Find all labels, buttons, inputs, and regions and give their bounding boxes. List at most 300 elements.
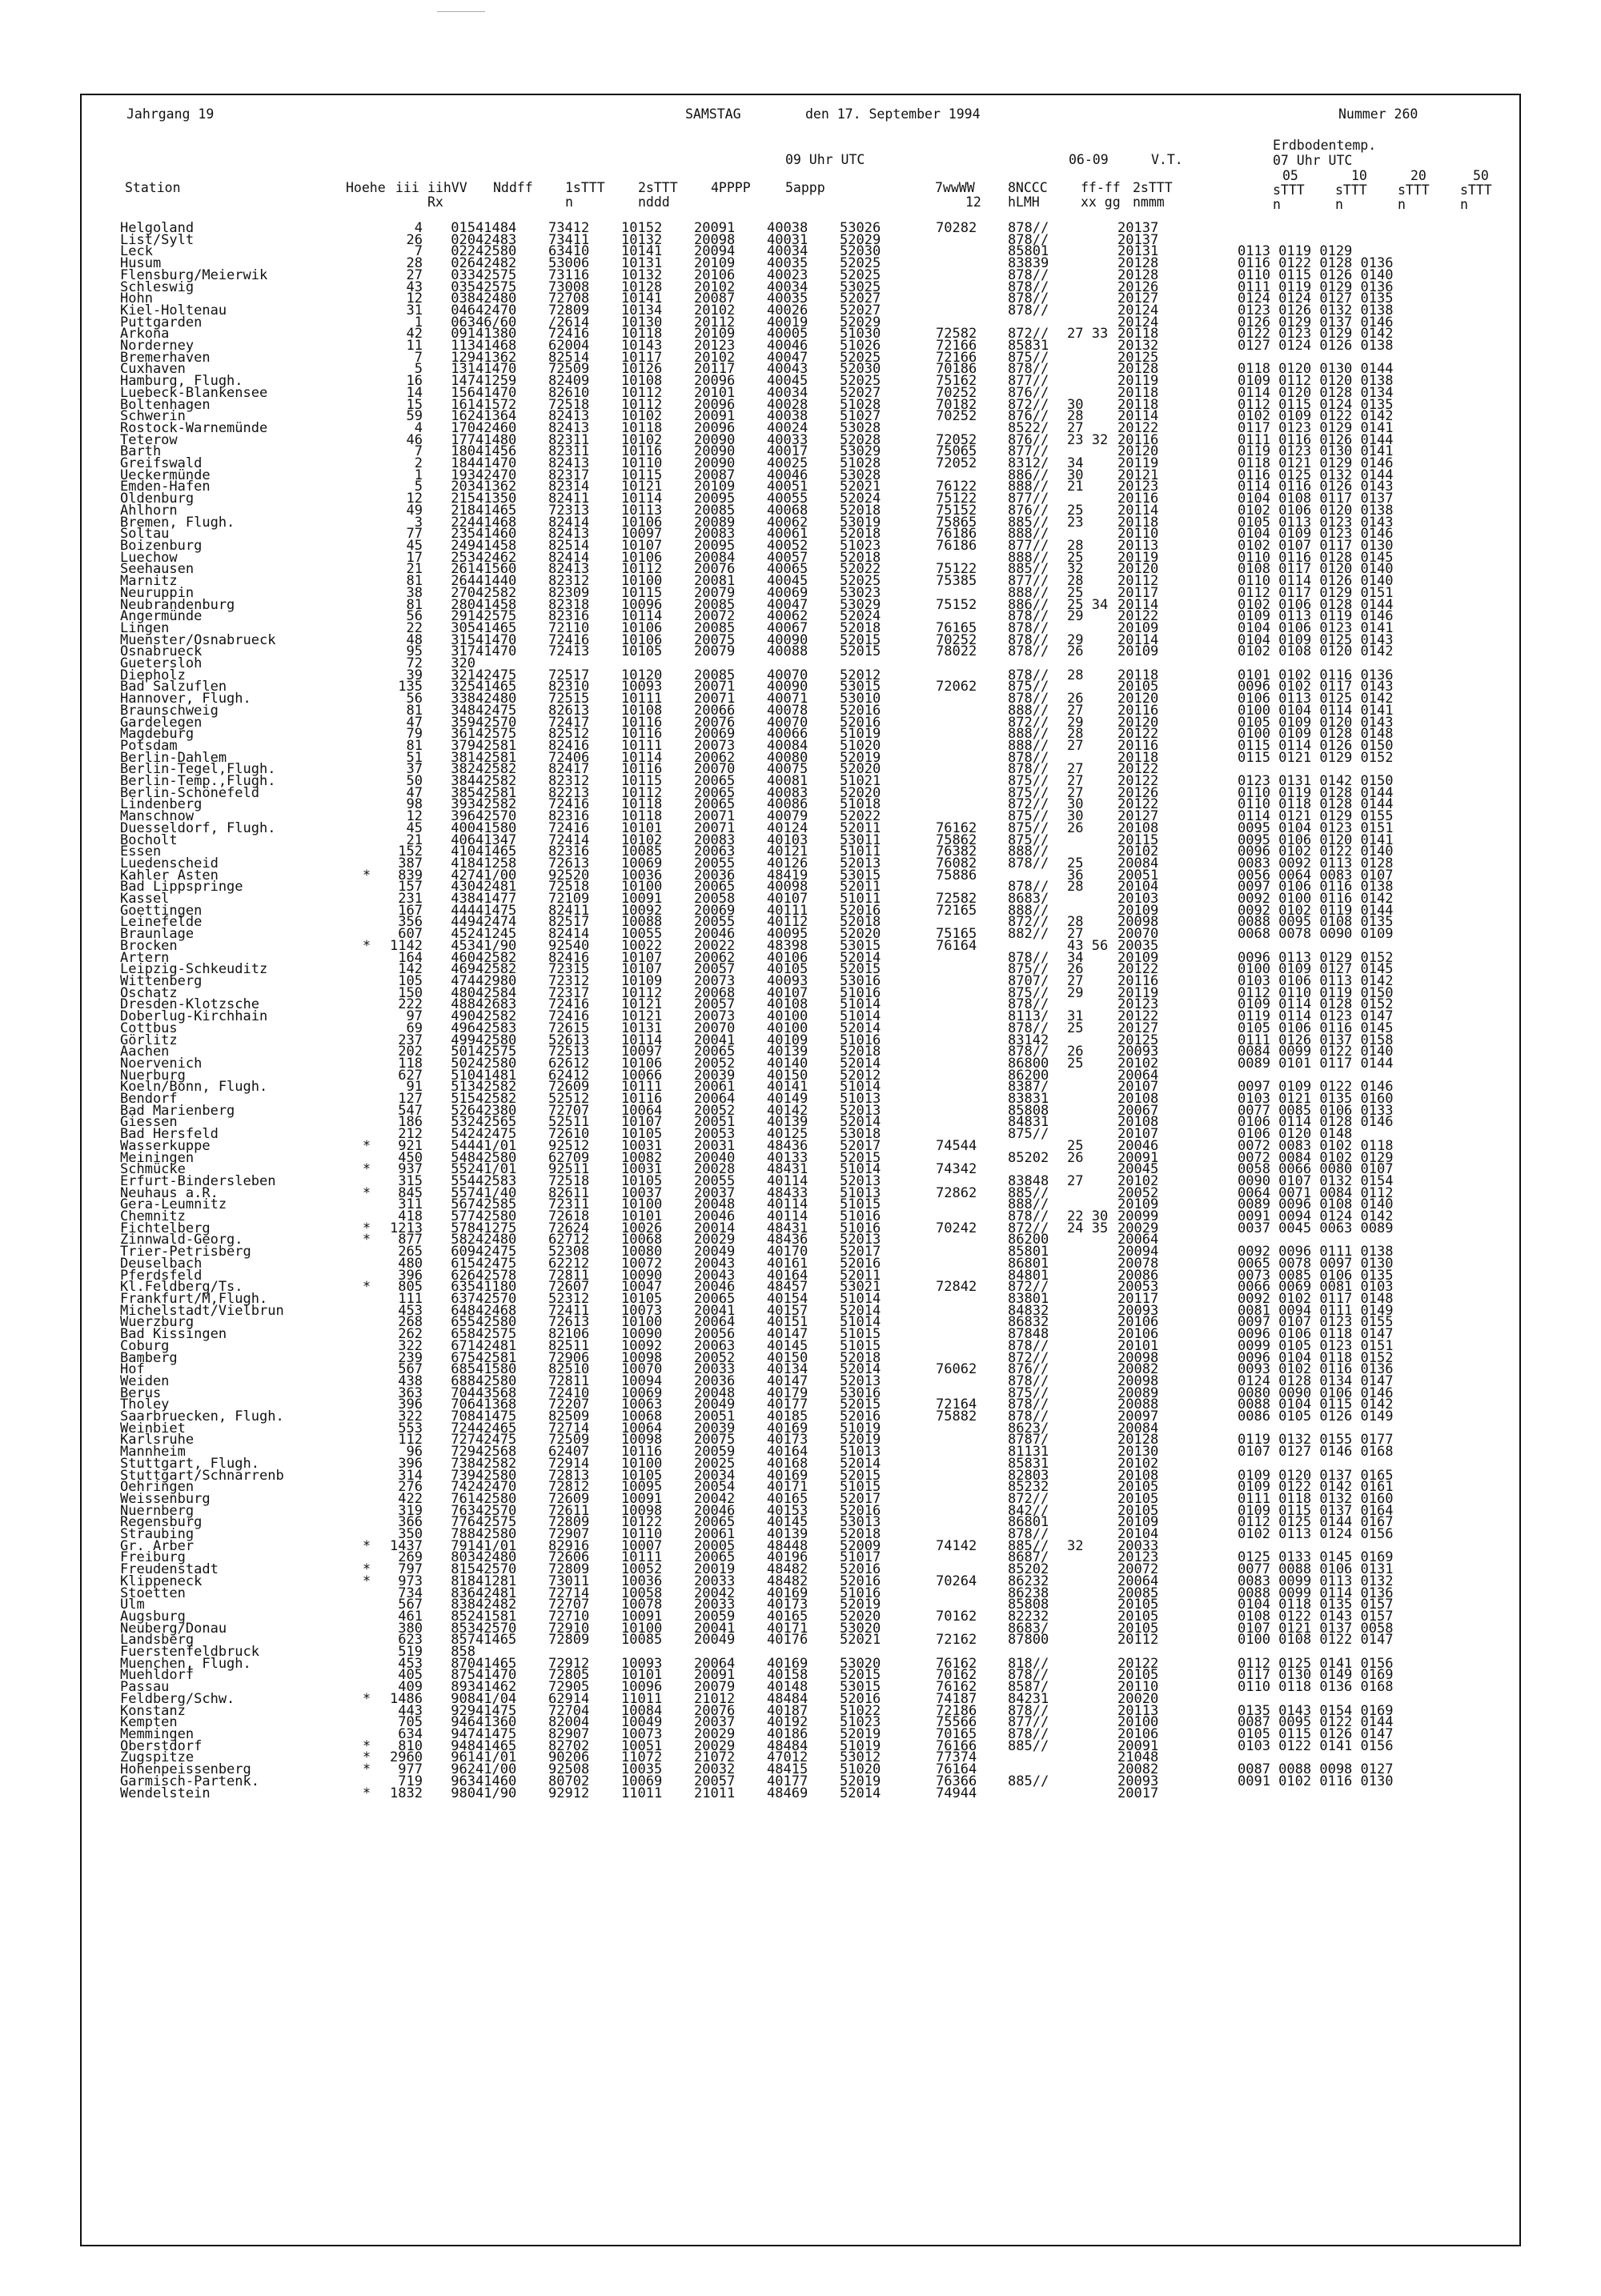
col-erd-50-sub: n bbox=[1460, 197, 1468, 212]
ttt2-value: 20084 bbox=[694, 549, 736, 566]
station-name: Norderney bbox=[120, 338, 195, 355]
pppp-value: 40139 bbox=[767, 1044, 809, 1060]
ffff-value: 30 bbox=[1067, 396, 1084, 413]
vt-value: 20093 bbox=[1117, 1302, 1159, 1319]
vt-value: 20116 bbox=[1117, 702, 1159, 719]
mountain-marker bbox=[360, 1658, 373, 1670]
station-name: Lingen bbox=[120, 619, 170, 636]
nccc-value: 86232 bbox=[1008, 1573, 1049, 1589]
nddff-value: 72710 bbox=[548, 1608, 590, 1625]
vt-value: 20120 bbox=[1117, 714, 1159, 731]
iihvv-value: 42582 bbox=[475, 1091, 517, 1108]
station-name: Wittenberg bbox=[120, 973, 203, 989]
vt-value: 20094 bbox=[1117, 1244, 1159, 1260]
iihvv-value: 41470 bbox=[475, 643, 517, 660]
iihvv-value: 41470 bbox=[475, 631, 517, 648]
iihvv-value: 42470 bbox=[475, 1479, 517, 1496]
vt-value: 20020 bbox=[1117, 1690, 1159, 1707]
wwww-value bbox=[936, 305, 1008, 317]
wwww-value: 75886 bbox=[936, 867, 977, 884]
station-name: Oldenburg bbox=[120, 491, 195, 507]
nccc-value: 85232 bbox=[1008, 1479, 1049, 1496]
ttt1-value: 10098 bbox=[621, 1502, 663, 1519]
ttt1-value: 10068 bbox=[621, 1408, 663, 1425]
wwww-value bbox=[936, 799, 1008, 811]
appp-value: 53025 bbox=[840, 278, 881, 295]
wwww-value bbox=[936, 1035, 1008, 1047]
vt-value: 20122 bbox=[1117, 726, 1159, 743]
nddff-value: 62914 bbox=[548, 1690, 590, 1707]
pppp-value: 40035 bbox=[767, 255, 809, 272]
iihvv-value: 42474 bbox=[475, 914, 517, 931]
soil-temps: 0110 0118 0128 0144 bbox=[1238, 796, 1394, 813]
vt-value: 20106 bbox=[1117, 1726, 1159, 1742]
station-height: 17 bbox=[406, 549, 423, 566]
station-name: Braunlage bbox=[120, 926, 195, 943]
vt-value: 20033 bbox=[1117, 1537, 1159, 1554]
wwww-value bbox=[936, 1434, 1008, 1446]
mountain-marker: * bbox=[362, 1537, 371, 1554]
station-name: Fichtelberg bbox=[120, 1220, 211, 1236]
station-index: 261 bbox=[451, 561, 475, 578]
vt-value: 20120 bbox=[1117, 691, 1159, 707]
nccc-value: 888// bbox=[1008, 902, 1049, 919]
iihvv-value: 42980 bbox=[475, 973, 517, 989]
vt-value: 20045 bbox=[1117, 1161, 1159, 1178]
station-name: Bad Lippspringe bbox=[120, 879, 243, 896]
ttt2-value: 20055 bbox=[694, 914, 736, 931]
ttt1-value: 10035 bbox=[621, 1761, 663, 1778]
nummer: Nummer 260 bbox=[1338, 106, 1418, 122]
station-index: 384 bbox=[451, 773, 475, 790]
soil-temps bbox=[1238, 222, 1510, 234]
nccc-value: 888// bbox=[1008, 726, 1049, 743]
vt-value: 20109 bbox=[1117, 1196, 1159, 1213]
pppp-value: 40103 bbox=[767, 831, 809, 848]
station-height: 805 bbox=[398, 1279, 423, 1296]
wwww-value: 70182 bbox=[936, 396, 977, 413]
mountain-marker bbox=[360, 905, 373, 917]
wwww-value: 72164 bbox=[936, 1396, 977, 1413]
ffff-value: 32 bbox=[1067, 1537, 1084, 1554]
station-name: Coburg bbox=[120, 1337, 170, 1354]
ffff-value bbox=[1067, 352, 1117, 364]
station-height: 314 bbox=[398, 1467, 423, 1484]
station-name: Bremerhaven bbox=[120, 349, 211, 366]
nddff-value: 82411 bbox=[548, 491, 590, 507]
ffff-value: 26 bbox=[1067, 691, 1084, 707]
ttt2-value: 20048 bbox=[694, 1196, 736, 1213]
station-name: Helgoland bbox=[120, 220, 195, 236]
nccc-value: 878// bbox=[1008, 667, 1049, 683]
nccc-value: 875// bbox=[1008, 984, 1049, 1001]
vt-value: 20137 bbox=[1117, 231, 1159, 248]
mountain-marker bbox=[360, 446, 373, 458]
vt-value: 20105 bbox=[1117, 679, 1159, 695]
station-index: 224 bbox=[451, 514, 475, 531]
ttt1-value: 10111 bbox=[621, 691, 663, 707]
pppp-value: 40047 bbox=[767, 596, 809, 613]
station-index: 438 bbox=[451, 891, 475, 908]
pppp-value: 40114 bbox=[767, 1196, 809, 1213]
ffff-value bbox=[1067, 1693, 1117, 1705]
station-name: Gardelegen bbox=[120, 714, 203, 731]
iihvv-value: 41470 bbox=[475, 455, 517, 472]
station-name: Konstanz bbox=[120, 1702, 186, 1719]
pppp-value: 40145 bbox=[767, 1514, 809, 1531]
station-name: Wuerzburg bbox=[120, 1314, 195, 1331]
wwww-value bbox=[936, 1328, 1008, 1340]
col-erd-20-sub: n bbox=[1398, 197, 1406, 212]
soil-temps: 0123 0126 0132 0138 bbox=[1238, 302, 1394, 319]
station-height: 2 bbox=[414, 455, 423, 472]
ffff-value: 32 bbox=[1067, 561, 1084, 578]
nddff-value: 82610 bbox=[548, 384, 590, 401]
pppp-value: 40090 bbox=[767, 631, 809, 648]
erd-title: Erdbodentemp. bbox=[1273, 138, 1377, 153]
ttt2-value: 20052 bbox=[694, 1102, 736, 1119]
station-name: Erfurt-Bindersleben bbox=[120, 1172, 276, 1189]
appp-value: 52021 bbox=[840, 479, 881, 495]
station-name: Bendorf bbox=[120, 1091, 178, 1108]
station-name: Kahler Asten bbox=[120, 867, 219, 884]
appp-value: 52014 bbox=[840, 1020, 881, 1036]
vt-value: 20119 bbox=[1117, 549, 1159, 566]
appp-value: 52021 bbox=[840, 1632, 881, 1649]
iihvv-value: 42482 bbox=[475, 1597, 517, 1613]
mountain-marker bbox=[360, 270, 373, 282]
nddff-value: 72708 bbox=[548, 291, 590, 307]
station-index: 162 bbox=[451, 408, 475, 425]
mountain-marker bbox=[360, 399, 373, 411]
soil-temps: 0104 0108 0117 0137 bbox=[1238, 491, 1394, 507]
ffff-value: 24 35 bbox=[1067, 1220, 1109, 1236]
station-index: 453 bbox=[451, 937, 475, 954]
soil-temps: 0097 0109 0122 0146 bbox=[1238, 1079, 1394, 1096]
iihvv-value: 42581 bbox=[475, 784, 517, 801]
wwww-value: 76186 bbox=[936, 537, 977, 554]
ffff-value: 21 bbox=[1067, 479, 1084, 495]
nccc-value: 872// bbox=[1008, 1490, 1049, 1507]
nccc-value: 85808 bbox=[1008, 1102, 1049, 1119]
station-height: 262 bbox=[398, 1326, 423, 1343]
station-index: 203 bbox=[451, 479, 475, 495]
ttt1-value: 10118 bbox=[621, 326, 663, 343]
mountain-marker bbox=[360, 823, 373, 835]
nccc-value: 86238 bbox=[1008, 1585, 1049, 1601]
vt-label: V.T. bbox=[1151, 152, 1183, 167]
ttt2-value: 20029 bbox=[694, 1232, 736, 1248]
nddff-value: 82514 bbox=[548, 537, 590, 554]
iihvv-value: 42575 bbox=[475, 1326, 517, 1343]
appp-value: 52016 bbox=[840, 1690, 881, 1707]
nddff-value: 53006 bbox=[548, 255, 590, 272]
nddff-value: 82311 bbox=[548, 431, 590, 448]
pppp-value: 40161 bbox=[767, 1255, 809, 1272]
nddff-value: 72714 bbox=[548, 1585, 590, 1601]
soil-temps: 0112 0125 0144 0167 bbox=[1238, 1514, 1394, 1531]
iihvv-value: 41364 bbox=[475, 408, 517, 425]
pppp-value: 40107 bbox=[767, 984, 809, 1001]
station-index: 615 bbox=[451, 1255, 475, 1272]
wwww-value bbox=[936, 270, 1008, 282]
wwww-value bbox=[936, 988, 1008, 1000]
vt-value: 20127 bbox=[1117, 808, 1159, 825]
wwww-value: 72862 bbox=[936, 1184, 977, 1201]
ttt1-value: 10085 bbox=[621, 843, 663, 860]
soil-temps: 0088 0099 0114 0136 bbox=[1238, 1585, 1394, 1601]
station-height: 37 bbox=[406, 761, 423, 778]
wwww-value bbox=[936, 1505, 1008, 1517]
pppp-value: 40106 bbox=[767, 949, 809, 966]
vt-value: 20070 bbox=[1117, 926, 1159, 943]
iihvv-value: 42580 bbox=[475, 1149, 517, 1166]
ttt1-value: 10080 bbox=[621, 1244, 663, 1260]
appp-value: 52018 bbox=[840, 1044, 881, 1060]
appp-value: 52013 bbox=[840, 1232, 881, 1248]
station-height: 12 bbox=[406, 491, 423, 507]
soil-temps: 0100 0108 0122 0147 bbox=[1238, 1632, 1394, 1649]
nddff-value: 82613 bbox=[548, 702, 590, 719]
wwww-value: 70165 bbox=[936, 1726, 977, 1742]
appp-value: 52017 bbox=[840, 1137, 881, 1154]
depth-05: 05 bbox=[1282, 168, 1298, 183]
appp-value: 52011 bbox=[840, 879, 881, 896]
ffff-value bbox=[1067, 1634, 1117, 1646]
vt-value: 20106 bbox=[1117, 1326, 1159, 1343]
ffff-value: 25 bbox=[1067, 1020, 1084, 1036]
pppp-value: 40086 bbox=[767, 796, 809, 813]
station-name: List/Sylt bbox=[120, 231, 195, 248]
station-height: 118 bbox=[398, 1055, 423, 1072]
mountain-marker: * bbox=[362, 1161, 371, 1178]
station-name: Ueckermünde bbox=[120, 467, 211, 483]
wwww-value bbox=[936, 1340, 1008, 1352]
station-height: 607 bbox=[398, 926, 423, 943]
vt-value: 20118 bbox=[1117, 326, 1159, 343]
nddff-value: 92508 bbox=[548, 1761, 590, 1778]
station-height: 311 bbox=[398, 1196, 423, 1213]
ffff-value bbox=[1067, 1599, 1117, 1611]
station-name: Guetersloh bbox=[120, 655, 203, 672]
ttt1-value: 10037 bbox=[621, 1184, 663, 1201]
appp-value: 53015 bbox=[840, 867, 881, 884]
soil-temps: 0111 0118 0132 0160 bbox=[1238, 1490, 1394, 1507]
ttt2-value: 20036 bbox=[694, 1372, 736, 1389]
nddff-value: 72315 bbox=[548, 961, 590, 978]
appp-value: 52025 bbox=[840, 255, 881, 272]
nccc-value: 84831 bbox=[1008, 1114, 1049, 1131]
ttt2-value: 20065 bbox=[694, 1549, 736, 1566]
vt-value: 20123 bbox=[1117, 996, 1159, 1013]
station-height: 46 bbox=[406, 431, 423, 448]
station-index: 857 bbox=[451, 1632, 475, 1649]
soil-temps: 0135 0143 0154 0169 bbox=[1238, 1702, 1394, 1719]
appp-value: 52030 bbox=[840, 361, 881, 378]
station-name: Stuttgart, Flugh. bbox=[120, 1455, 259, 1472]
station-name: Berlin-Temp.,Flugh. bbox=[120, 773, 276, 790]
station-height: 547 bbox=[398, 1102, 423, 1119]
mountain-marker bbox=[360, 1105, 373, 1117]
station-name: Saarbruecken, Flugh. bbox=[120, 1408, 284, 1425]
appp-value: 52015 bbox=[840, 643, 881, 660]
nccc-value: 84231 bbox=[1008, 1690, 1049, 1707]
appp-value: 52025 bbox=[840, 349, 881, 366]
wwww-value: 72166 bbox=[936, 349, 977, 366]
station-name: Bremen, Flugh. bbox=[120, 514, 235, 531]
vt-value: 20115 bbox=[1117, 831, 1159, 848]
station-index: 215 bbox=[451, 491, 475, 507]
ttt2-value: 20063 bbox=[694, 1337, 736, 1354]
nddff-value: 82514 bbox=[548, 349, 590, 366]
pppp-value: 40173 bbox=[767, 1432, 809, 1449]
station-name: Duesseldorf, Flugh. bbox=[120, 819, 276, 836]
nccc-value: 878// bbox=[1008, 855, 1049, 872]
soil-temps: 0096 0106 0118 0147 bbox=[1238, 1326, 1394, 1343]
nddff-value: 82417 bbox=[548, 761, 590, 778]
ttt2-value: 20095 bbox=[694, 537, 736, 554]
pppp-value: 47012 bbox=[767, 1749, 809, 1766]
ffff-value: 26 bbox=[1067, 1044, 1084, 1060]
pppp-value: 40141 bbox=[767, 1079, 809, 1096]
iihvv-value: 42570 bbox=[475, 808, 517, 825]
soil-temps: 0086 0105 0126 0149 bbox=[1238, 1408, 1394, 1425]
ttt2-value: 20087 bbox=[694, 291, 736, 307]
ffff-value: 28 bbox=[1067, 914, 1084, 931]
ffff-value: 27 bbox=[1067, 784, 1084, 801]
mountain-marker bbox=[360, 693, 373, 705]
ttt2-value: 20096 bbox=[694, 373, 736, 390]
station-index: 338 bbox=[451, 691, 475, 707]
mountain-marker bbox=[360, 1046, 373, 1058]
nddff-value: 72416 bbox=[548, 796, 590, 813]
wwww-value: 75122 bbox=[936, 491, 977, 507]
ttt2-value: 20070 bbox=[694, 761, 736, 778]
pppp-value: 40114 bbox=[767, 1208, 809, 1225]
station-index: 427 bbox=[451, 867, 475, 884]
pppp-value: 40100 bbox=[767, 1020, 809, 1036]
nddff-value: 72513 bbox=[548, 1044, 590, 1060]
appp-value: 52015 bbox=[840, 1396, 881, 1413]
nccc-value: 876// bbox=[1008, 408, 1049, 425]
ffff-value bbox=[1067, 305, 1117, 317]
vt-value: 20102 bbox=[1117, 1055, 1159, 1072]
ttt1-value: 10092 bbox=[621, 902, 663, 919]
mountain-marker bbox=[360, 670, 373, 682]
ffff-value bbox=[1067, 1270, 1117, 1282]
appp-value: 51020 bbox=[840, 1761, 881, 1778]
appp-value: 52014 bbox=[840, 1055, 881, 1072]
station-index: 321 bbox=[451, 667, 475, 683]
station-height: 105 bbox=[398, 973, 423, 989]
station-height: 48 bbox=[406, 631, 423, 648]
soil-temps: 0107 0127 0146 0168 bbox=[1238, 1444, 1394, 1461]
col-2sttt: 2sTTT bbox=[638, 180, 678, 195]
ffff-value bbox=[1067, 1788, 1117, 1800]
station-height: 16 bbox=[406, 373, 423, 390]
vt-value: 21048 bbox=[1117, 1749, 1159, 1766]
appp-value: 53018 bbox=[840, 1126, 881, 1143]
soil-temps: 0100 0109 0127 0145 bbox=[1238, 961, 1394, 978]
ttt2-value: 20052 bbox=[694, 1055, 736, 1072]
mountain-marker bbox=[360, 481, 373, 493]
table-row bbox=[120, 222, 1510, 234]
pppp-value: 48457 bbox=[767, 1279, 809, 1296]
station-index: 776 bbox=[451, 1514, 475, 1531]
nddff-value: 92520 bbox=[548, 867, 590, 884]
ttt1-value: 10052 bbox=[621, 1561, 663, 1578]
mountain-marker bbox=[360, 317, 373, 329]
iihvv-value: 42475 bbox=[475, 1126, 517, 1143]
appp-value: 52015 bbox=[840, 1467, 881, 1484]
soil-temps: 0109 0122 0142 0161 bbox=[1238, 1479, 1394, 1496]
wwww-value: 78022 bbox=[936, 643, 977, 660]
ffff-value bbox=[1067, 1340, 1117, 1352]
station-index: 675 bbox=[451, 1349, 475, 1366]
wwww-value bbox=[936, 728, 1008, 740]
ttt1-value: 10101 bbox=[621, 1208, 663, 1225]
iihvv-value: 41475 bbox=[475, 1408, 517, 1425]
station-height: 49 bbox=[406, 502, 423, 519]
ttt2-value: 20043 bbox=[694, 1267, 736, 1284]
pppp-value: 40169 bbox=[767, 1655, 809, 1672]
nccc-value: 86801 bbox=[1008, 1255, 1049, 1272]
appp-value: 51013 bbox=[840, 1091, 881, 1108]
mountain-marker bbox=[360, 717, 373, 729]
soil-temps: 0114 0116 0126 0143 bbox=[1238, 479, 1394, 495]
pppp-value: 40157 bbox=[767, 1302, 809, 1319]
ttt2-value: 20061 bbox=[694, 1079, 736, 1096]
appp-value: 52009 bbox=[840, 1537, 881, 1554]
ttt1-value: 10115 bbox=[621, 467, 663, 483]
wwww-value: 70162 bbox=[936, 1608, 977, 1625]
station-index: 739 bbox=[451, 1467, 475, 1484]
ttt2-value: 20073 bbox=[694, 973, 736, 989]
pppp-value: 40158 bbox=[767, 1667, 809, 1684]
station-index: 554 bbox=[451, 1172, 475, 1189]
soil-temps: 0104 0118 0135 0157 bbox=[1238, 1597, 1394, 1613]
ffff-value bbox=[1067, 1376, 1117, 1388]
station-index: 184 bbox=[451, 455, 475, 472]
vt-value: 20098 bbox=[1117, 914, 1159, 931]
station-height: 319 bbox=[398, 1502, 423, 1519]
soil-temps: 0112 0110 0119 0150 bbox=[1238, 984, 1394, 1001]
ffff-value bbox=[1067, 1681, 1117, 1693]
station-name: Nuernberg bbox=[120, 1502, 195, 1519]
nddff-value: 82414 bbox=[548, 926, 590, 943]
iihvv-value: 42580 bbox=[475, 1526, 517, 1543]
nddff-value: 52511 bbox=[548, 1114, 590, 1131]
station-height: 443 bbox=[398, 1702, 423, 1719]
station-name: Teterow bbox=[120, 431, 178, 448]
pppp-value: 40187 bbox=[767, 1702, 809, 1719]
station-height: 7 bbox=[414, 243, 423, 260]
ffff-value bbox=[1067, 1446, 1117, 1458]
station-name: Kassel bbox=[120, 891, 170, 908]
soil-temps: 0126 0129 0137 0146 bbox=[1238, 314, 1394, 331]
station-index: 474 bbox=[451, 973, 475, 989]
appp-value: 52025 bbox=[840, 373, 881, 390]
wwww-value: 75566 bbox=[936, 1714, 977, 1731]
iihvv-value: 42470 bbox=[475, 302, 517, 319]
soil-temps: 0100 0109 0128 0148 bbox=[1238, 726, 1394, 743]
ffff-value bbox=[1067, 282, 1117, 294]
station-name: Lindenberg bbox=[120, 796, 203, 813]
iihvv-value: 46/60 bbox=[475, 314, 517, 331]
nccc-value: 8312/ bbox=[1008, 455, 1049, 472]
station-name: Michelstadt/Vielbrun bbox=[120, 1302, 284, 1319]
station-index: 147 bbox=[451, 373, 475, 390]
